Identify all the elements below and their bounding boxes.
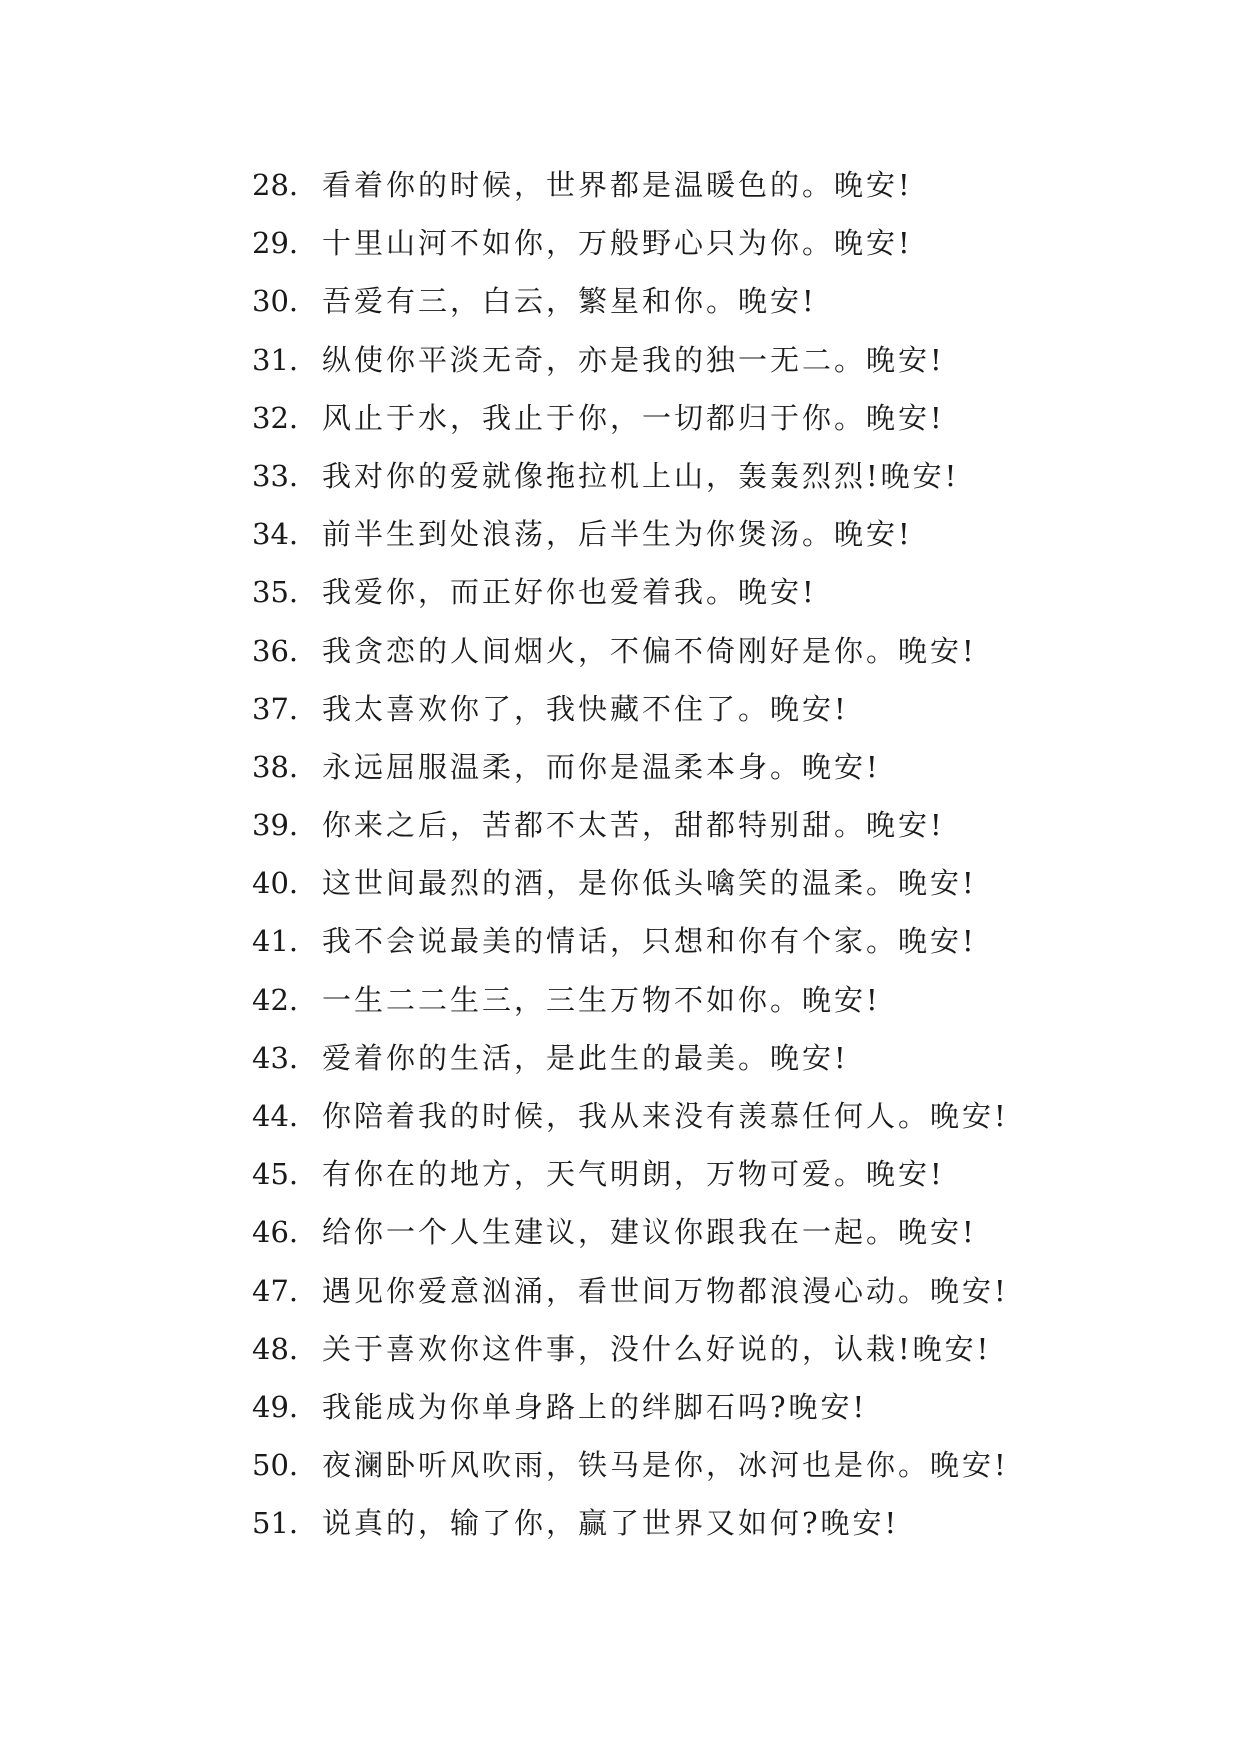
item-number: 42. <box>252 982 299 1017</box>
item-number: 31. <box>252 342 299 377</box>
list-item <box>252 447 1009 505</box>
list-item <box>252 331 1009 389</box>
item-text: 夜澜卧听风吹雨，铁马是你，冰河也是你。晚安! <box>322 1448 1009 1483</box>
list-item <box>252 1262 1009 1320</box>
item-text: 这世间最烈的酒，是你低头噙笑的温柔。晚安! <box>322 866 977 901</box>
list-item <box>252 971 1009 1029</box>
item-text: 前半生到处浪荡，后半生为你煲汤。晚安! <box>322 517 913 552</box>
item-number: 37. <box>252 691 299 726</box>
item-text: 十里山河不如你，万般野心只为你。晚安! <box>322 226 913 261</box>
item-text: 永远屈服温柔，而你是温柔本身。晚安! <box>322 749 881 784</box>
item-text: 你陪着我的时候，我从来没有羡慕任何人。晚安! <box>322 1099 1009 1133</box>
item-number: 32. <box>252 400 299 435</box>
item-text: 一生二二生三，三生万物不如你。晚安! <box>322 982 881 1017</box>
item-number: 50. <box>252 1448 299 1483</box>
list-item <box>252 1087 1009 1145</box>
list-item <box>252 622 1009 680</box>
list-item <box>252 912 1009 970</box>
list-item <box>252 1203 1009 1261</box>
list-item <box>252 156 1009 214</box>
item-text: 关于喜欢你这件事，没什么好说的，认栽!晚安! <box>322 1331 992 1366</box>
list-item <box>252 1436 1009 1494</box>
item-number: 43. <box>252 1040 299 1075</box>
list-item <box>252 1378 1009 1436</box>
list-item <box>252 505 1009 563</box>
list-item <box>252 214 1009 272</box>
item-text: 我不会说最美的情话，只想和你有个家。晚安! <box>322 924 977 959</box>
item-number: 51. <box>252 1506 299 1541</box>
item-number: 33. <box>252 458 299 493</box>
item-text: 纵使你平淡无奇，亦是我的独一无二。晚安! <box>322 342 945 377</box>
list-item <box>252 389 1009 447</box>
item-text: 我对你的爱就像拖拉机上山，轰轰烈烈!晚安! <box>322 458 960 493</box>
item-number: 36. <box>252 633 299 668</box>
item-text: 说真的，输了你，赢了世界又如何?晚安! <box>322 1506 900 1541</box>
item-number: 38. <box>252 749 299 784</box>
list-item <box>252 680 1009 738</box>
item-text: 遇见你爱意汹涌，看世间万物都浪漫心动。晚安! <box>322 1273 1009 1308</box>
item-number: 30. <box>252 284 299 319</box>
item-text: 我贪恋的人间烟火，不偏不倚刚好是你。晚安! <box>322 633 977 668</box>
list-item <box>252 1029 1009 1087</box>
item-text: 爱着你的生活，是此生的最美。晚安! <box>322 1040 849 1075</box>
item-number: 40. <box>252 866 299 901</box>
item-number: 45. <box>252 1157 299 1192</box>
item-number: 28. <box>252 168 299 202</box>
item-text: 给你一个人生建议，建议你跟我在一起。晚安! <box>322 1215 977 1250</box>
list-item <box>252 1494 1009 1552</box>
item-number: 41. <box>252 924 299 959</box>
item-text: 你来之后，苦都不太苦，甜都特别甜。晚安! <box>322 808 945 843</box>
item-text: 风止于水，我止于你，一切都归于你。晚安! <box>322 400 945 435</box>
item-text: 有你在的地方，天气明朗，万物可爱。晚安! <box>322 1157 945 1192</box>
item-number: 44. <box>252 1099 299 1133</box>
list-item <box>252 796 1009 854</box>
item-number: 47. <box>252 1273 299 1308</box>
list-item <box>252 738 1009 796</box>
item-text: 看着你的时候，世界都是温暖色的。晚安! <box>322 168 913 202</box>
item-number: 48. <box>252 1331 299 1366</box>
item-number: 49. <box>252 1389 299 1424</box>
item-text: 我太喜欢你了，我快藏不住了。晚安! <box>322 691 849 726</box>
item-number: 39. <box>252 808 299 843</box>
list-item <box>252 272 1009 330</box>
list-item <box>252 1320 1009 1378</box>
list-item <box>252 563 1009 621</box>
list-item <box>252 1145 1009 1203</box>
quote-list <box>252 156 1009 1553</box>
item-number: 46. <box>252 1215 299 1250</box>
item-number: 29. <box>252 226 299 261</box>
item-text: 我爱你，而正好你也爱着我。晚安! <box>322 575 817 610</box>
item-text: 吾爱有三，白云，繁星和你。晚安! <box>322 284 817 319</box>
item-number: 34. <box>252 517 299 552</box>
item-text: 我能成为你单身路上的绊脚石吗?晚安! <box>322 1389 868 1424</box>
list-item <box>252 854 1009 912</box>
item-number: 35. <box>252 575 299 610</box>
